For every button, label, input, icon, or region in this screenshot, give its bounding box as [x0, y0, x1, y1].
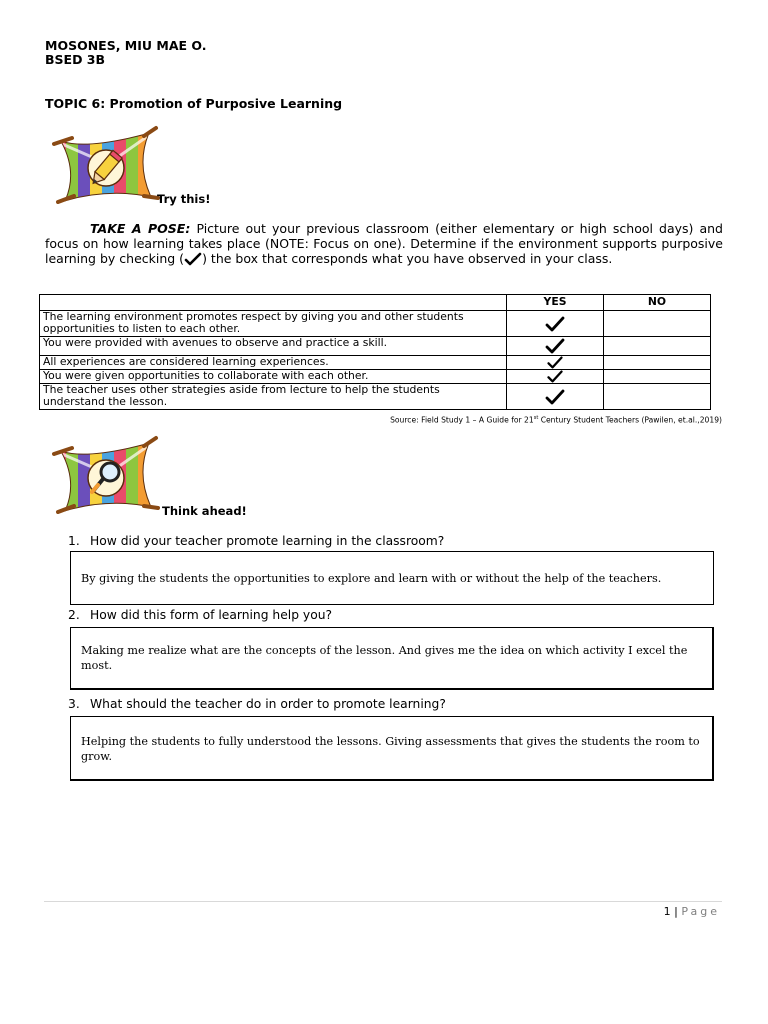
answer-box-2[interactable]: Making me realize what are the concepts of the lesson. And gives me the idea on which activity I excel the most.: [70, 627, 714, 690]
try-this-label: Try this!: [157, 192, 211, 206]
table-source: Source: Field Study 1 – A Guide for 21st Century Student Teachers (Pawilen, et.al.,2019): [390, 415, 722, 425]
pencil-banner-icon: [48, 124, 160, 204]
answer-box-3[interactable]: Helping the students to fully understood the lessons. Giving assessments that gives the students the room to grow.: [70, 716, 714, 781]
yes-checkbox[interactable]: [507, 370, 604, 384]
no-checkbox[interactable]: [604, 337, 711, 356]
footer-divider: [44, 901, 722, 902]
yes-checkbox[interactable]: [507, 311, 604, 337]
row-statement: You were given opportunities to collaborate with each other.: [40, 370, 507, 384]
table-row: [40, 370, 711, 384]
student-course: BSED 3B: [45, 52, 106, 67]
magnifier-banner-icon: [48, 434, 160, 514]
student-name: MOSONES, MIU MAE O.: [45, 38, 207, 53]
take-a-pose-title: TAKE A POSE:: [90, 221, 191, 236]
check-icon: [545, 338, 565, 354]
table-row: [40, 311, 711, 337]
table-row: [40, 356, 711, 370]
answer-box-1[interactable]: By giving the students the opportunities to explore and learn with or without the help of the teachers.: [70, 551, 714, 605]
instructions: [45, 221, 723, 266]
page-separator: |: [674, 905, 678, 918]
header-statement: [40, 295, 507, 311]
row-statement: You were provided with avenues to observe and practice a skill.: [40, 337, 507, 356]
check-icon: [545, 370, 565, 383]
page-number: 1: [663, 905, 671, 918]
instruction-text-2: ) the box that corresponds what you have observed in your class.: [202, 251, 613, 266]
no-checkbox[interactable]: [604, 370, 711, 384]
question-2: 2. How did this form of learning help you?: [68, 608, 333, 622]
yes-checkbox[interactable]: [507, 337, 604, 356]
header-yes: YES: [507, 295, 604, 311]
learning-environment-table: [39, 294, 711, 410]
no-checkbox[interactable]: [604, 384, 711, 410]
topic-title: TOPIC 6: Promotion of Purposive Learning: [45, 96, 343, 111]
yes-checkbox[interactable]: [507, 384, 604, 410]
check-icon: [545, 389, 565, 405]
header-no: NO: [604, 295, 711, 311]
question-3: 3. What should the teacher do in order to promote learning?: [68, 697, 446, 711]
check-icon: [545, 356, 565, 369]
table-row: [40, 384, 711, 410]
row-statement: The teacher uses other strategies aside from lecture to help the students understand the lesson.: [40, 384, 507, 410]
check-icon: [184, 252, 202, 266]
yes-checkbox[interactable]: [507, 356, 604, 370]
no-checkbox[interactable]: [604, 356, 711, 370]
instruction-text-1: Picture out your previous classroom (either elementary or high school days) and focus on how learning takes place (NOTE: Focus on one). Determine if the environment supports purposive learning by checking (: [45, 221, 723, 266]
row-statement: All experiences are considered learning experiences.: [40, 356, 507, 370]
row-statement: The learning environment promotes respect by giving you and other students opportunities to listen to each other.: [40, 311, 507, 337]
page-label: Page: [681, 905, 720, 918]
no-checkbox[interactable]: [604, 311, 711, 337]
table-header-row: [40, 295, 711, 311]
table-row: [40, 337, 711, 356]
question-1: 1. How did your teacher promote learning in the classroom?: [68, 534, 445, 548]
check-icon: [545, 316, 565, 332]
think-ahead-label: Think ahead!: [162, 504, 247, 518]
page-footer: [664, 905, 720, 918]
